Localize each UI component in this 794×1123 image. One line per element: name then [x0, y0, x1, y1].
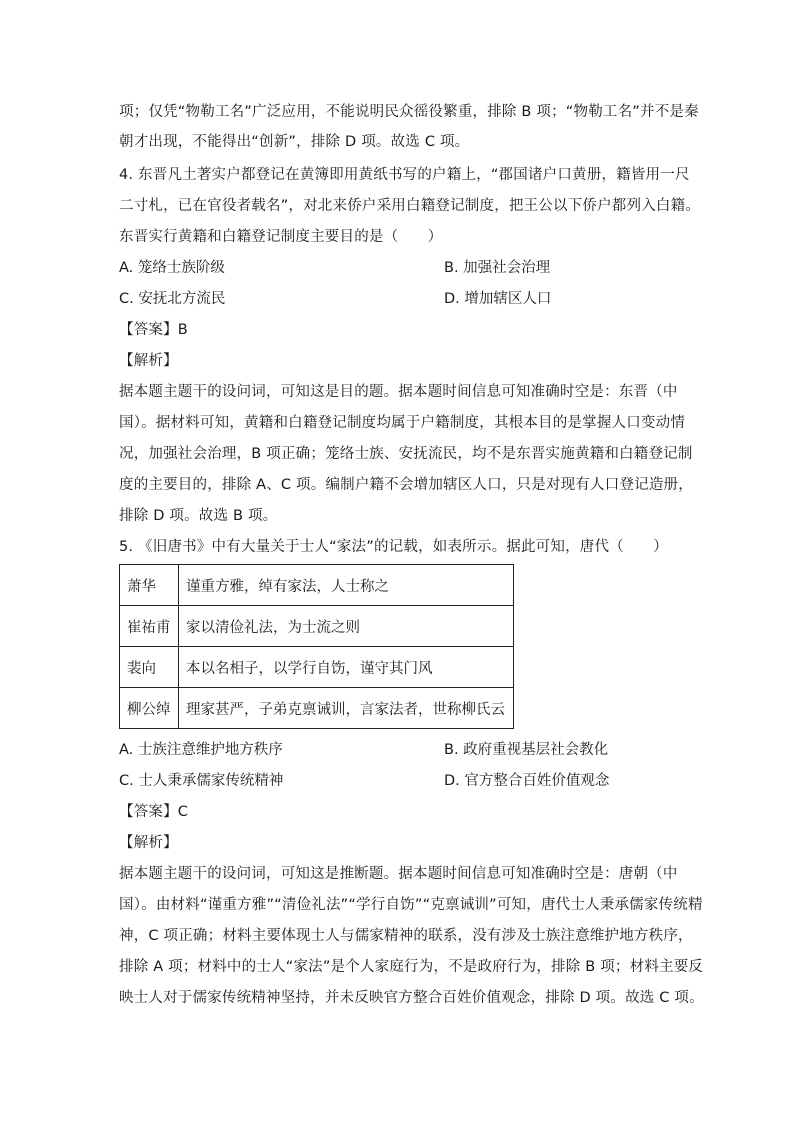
table-row	[120, 647, 514, 688]
table-cell-name: 柳公绰	[120, 688, 179, 729]
question-5-option-b: B. 政府重视基层社会教化	[444, 742, 609, 758]
question-5-answer: 【答案】C	[119, 804, 189, 820]
question-5-option-c: C. 士人秉承儒家传统精神	[119, 773, 284, 789]
question-5-analysis-line-3: 神，C 项正确；材料主要体现士人与儒家精神的联系，没有涉及士族注意维护地方秩序，	[119, 928, 693, 944]
table-cell-description: 本以名相子，以学行自饬，谨守其门风	[179, 647, 514, 688]
question-4-analysis-line-2: 国）。据材料可知，黄籍和白籍登记制度均属于户籍制度，其根本目的是掌握人口变动情	[119, 415, 686, 431]
question-4-option-c: C. 安抚北方流民	[119, 291, 226, 307]
table-cell-name: 崔祐甫	[120, 606, 179, 647]
question-4-analysis-line-5: 排除 D 项。故选 B 项。	[119, 508, 278, 524]
question-5-analysis-line-1: 据本题主题干的设问词，可知这是推断题。据本题时间信息可知准确时空是：唐朝（中	[119, 866, 678, 882]
question-5-analysis-line-2: 国）。由材料“谨重方雅”“清俭礼法”“学行自饬”“克禀诫训”可知，唐代士人秉承儒家传统精	[119, 897, 703, 913]
question-4-answer: 【答案】B	[119, 322, 188, 338]
question-5-option-a: A. 士族注意维护地方秩序	[119, 742, 283, 758]
question-4-stem-line-3: 东晋实行黄籍和白籍登记制度主要目的是（ ）	[119, 229, 443, 245]
question-5-analysis-line-5: 映士人对于儒家传统精神坚持，并未反映官方整合百姓价值观念，排除 D 项。故选 C 项。	[119, 990, 704, 1006]
question-4-analysis-line-4: 度的主要目的，排除 A、C 项。编制户籍不会增加辖区人口，只是对现有人口登记造册，	[119, 477, 693, 493]
table-cell-name: 裴向	[120, 647, 179, 688]
question-4-stem-line-2: 二寸札，已在官役者载名”，对北来侨户采用白籍登记制度，把王公以下侨户都列入白籍。	[119, 198, 701, 214]
table-cell-description: 理家甚严，子弟克禀诫训，言家法者，世称柳氏云	[179, 688, 514, 729]
family-law-table	[119, 564, 514, 729]
question-4-stem-line-1: 4. 东晋凡土著实户都登记在黄簿即用黄纸书写的户籍上，“郡国诸户口黄册，籍皆用一尺	[119, 167, 690, 183]
question-4-analysis-title: 【解析】	[119, 353, 178, 369]
question-4-analysis-line-3: 况，加强社会治理，B 项正确；笼络士族、安抚流民，均不是东晋实施黄籍和白籍登记制	[119, 446, 693, 462]
question-4-option-b: B. 加强社会治理	[444, 260, 551, 276]
table-cell-description: 家以清俭礼法，为士流之则	[179, 606, 514, 647]
table-cell-description: 谨重方雅，绰有家法，人士称之	[179, 565, 514, 606]
intro-line-2: 朝才出现，不能得出“创新”，排除 D 项。故选 C 项。	[119, 134, 470, 150]
question-5-stem: 5. 《旧唐书》中有大量关于士人“家法”的记载，如表所示。据此可知，唐代（ ）	[119, 539, 668, 555]
intro-line-1: 项；仅凭“物勒工名”广泛应用，不能说明民众徭役繁重，排除 B 项；“物勒工名”并不是秦	[119, 104, 699, 120]
table-cell-name: 萧华	[120, 565, 179, 606]
table-row	[120, 565, 514, 606]
table-row	[120, 606, 514, 647]
question-4-option-d: D. 增加辖区人口	[444, 291, 552, 307]
table-row	[120, 688, 514, 729]
question-5-analysis-line-4: 排除 A 项；材料中的士人“家法”是个人家庭行为，不是政府行为，排除 B 项；材料主要反	[119, 959, 704, 975]
question-4-option-a: A. 笼络士族阶级	[119, 260, 225, 276]
question-4-analysis-line-1: 据本题主题干的设问词，可知这是目的题。据本题时间信息可知准确时空是：东晋（中	[119, 384, 678, 400]
question-5-analysis-title: 【解析】	[119, 835, 178, 851]
question-5-option-d: D. 官方整合百姓价值观念	[444, 773, 610, 789]
